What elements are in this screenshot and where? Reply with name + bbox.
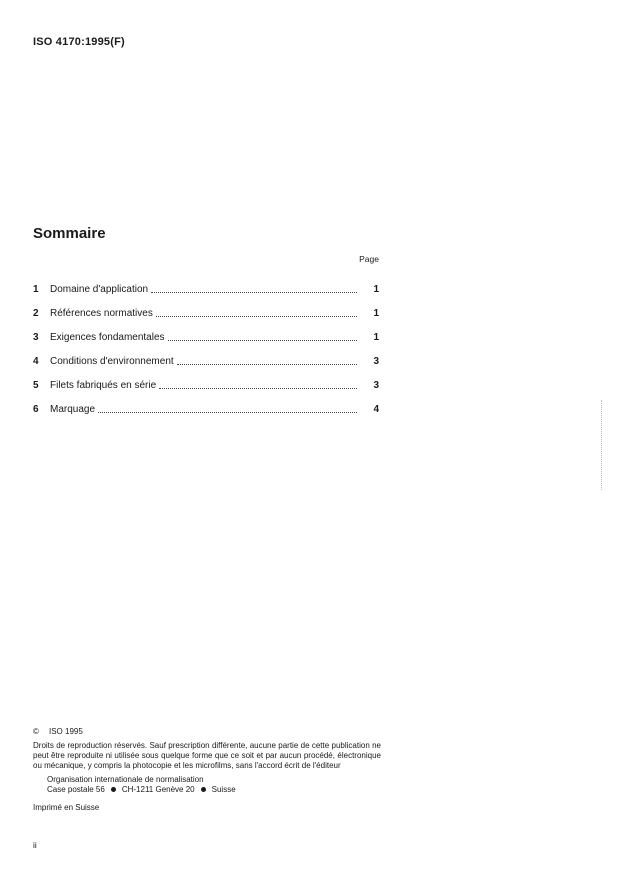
toc-entry-4[interactable] <box>33 349 379 373</box>
printed-in-note: Imprimé en Suisse <box>33 803 100 812</box>
toc-entry-6[interactable] <box>33 397 379 421</box>
scan-edge-mark <box>601 400 603 490</box>
address-po-box: Case postale 56 <box>47 785 105 794</box>
dot-leader <box>159 388 357 389</box>
toc-entry-number: 2 <box>33 307 39 319</box>
toc-entry-5[interactable] <box>33 373 379 397</box>
organisation-name: Organisation internationale de normalisation <box>47 775 204 784</box>
copyright-line <box>33 727 381 737</box>
rights-notice: Droits de reproduction réservés. Sauf prescription différente, aucune partie de cette publication ne peut être reproduite ni utilisée sous quelque forme que ce soit et par aucun procédé, électronique ou mécanique, y compris la photocopie et les microfilms, sans l'accord écrit de l'éditeur <box>33 741 381 770</box>
dot-leader <box>177 364 357 365</box>
copyright-block <box>33 727 381 813</box>
copyright-year: ISO 1995 <box>49 727 83 736</box>
toc-entry-title: Marquage <box>50 403 96 415</box>
toc-entry-number: 6 <box>33 403 39 415</box>
dot-leader <box>168 340 357 341</box>
dot-leader <box>156 316 357 317</box>
address-city: CH-1211 Genève 20 <box>121 785 195 794</box>
toc-entry-page: 4 <box>373 403 379 415</box>
contents-title: Sommaire <box>33 225 106 242</box>
table-of-contents <box>33 277 379 421</box>
toc-entry-page: 1 <box>373 331 379 343</box>
document-id: ISO 4170:1995(F) <box>33 36 125 48</box>
page-column-label: Page <box>359 254 379 264</box>
toc-entry-1[interactable] <box>33 277 379 301</box>
toc-entry-number: 5 <box>33 379 39 391</box>
organisation-address <box>47 785 381 795</box>
toc-entry-number: 3 <box>33 331 39 343</box>
toc-entry-page: 3 <box>373 379 379 391</box>
copyright-symbol: © <box>33 727 39 736</box>
toc-entry-page: 1 <box>373 283 379 295</box>
bullet-separator <box>111 787 116 792</box>
address-country: Suisse <box>211 785 236 794</box>
dot-leader <box>98 412 357 413</box>
toc-entry-page: 3 <box>373 355 379 367</box>
toc-entry-number: 1 <box>33 283 39 295</box>
toc-entry-title: Conditions d'environnement <box>50 355 174 367</box>
toc-entry-2[interactable] <box>33 301 379 325</box>
toc-entry-title: Références normatives <box>50 307 153 319</box>
page-number: ii <box>33 840 37 850</box>
toc-entry-title: Exigences fondamentales <box>50 331 165 343</box>
toc-entry-title: Domaine d'application <box>50 283 149 295</box>
organisation-block <box>47 775 381 795</box>
toc-entry-title: Filets fabriqués en série <box>50 379 157 391</box>
dot-leader <box>151 292 357 293</box>
toc-entry-3[interactable] <box>33 325 379 349</box>
toc-entry-page: 1 <box>373 307 379 319</box>
toc-entry-number: 4 <box>33 355 39 367</box>
bullet-separator <box>201 787 206 792</box>
